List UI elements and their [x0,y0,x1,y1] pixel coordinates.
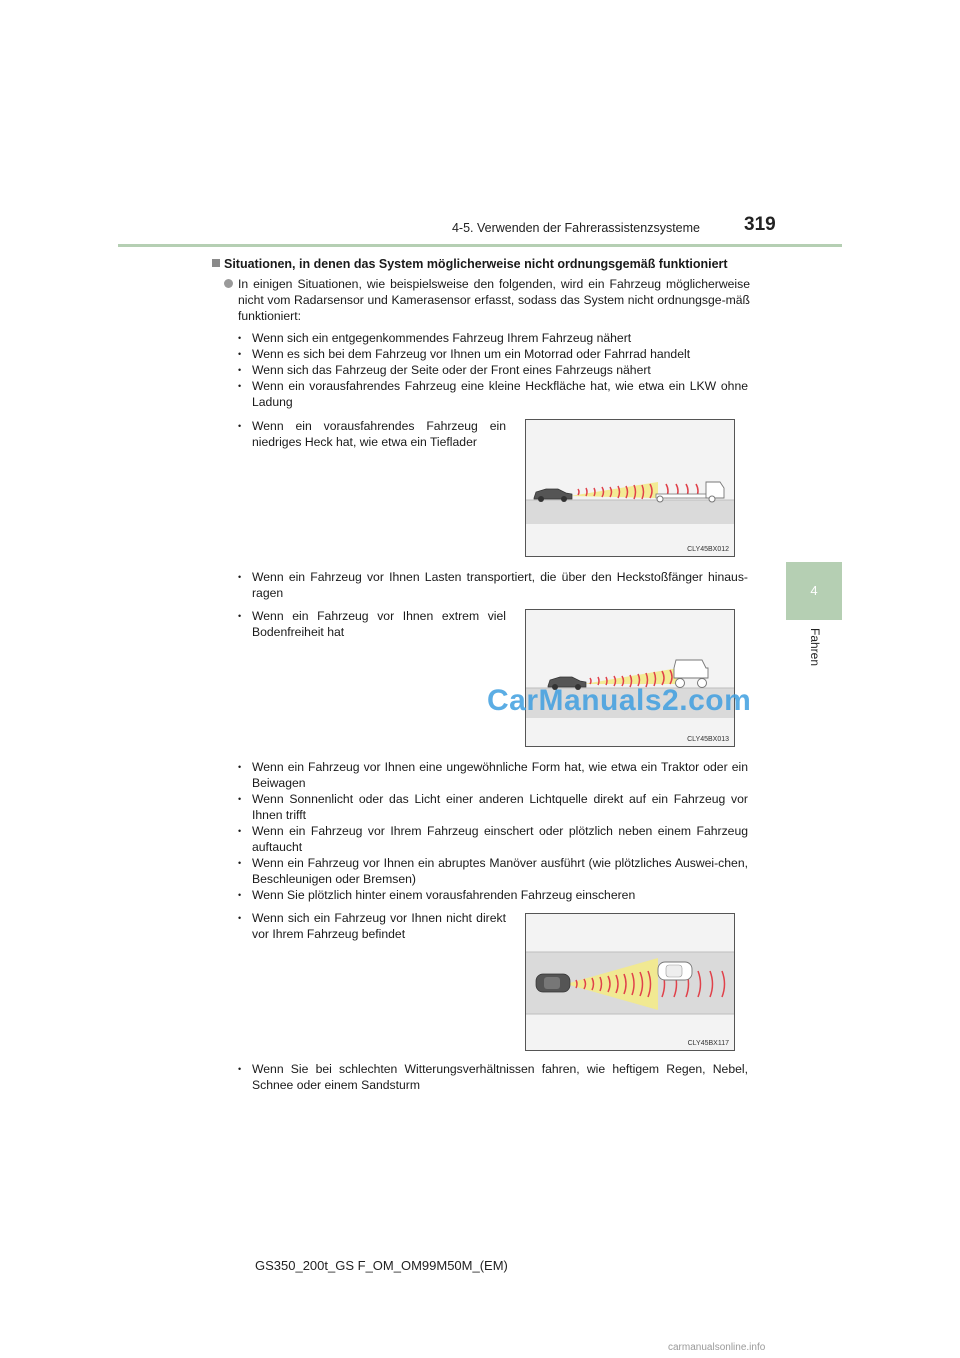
bullet-list-last [238,1061,748,1093]
document-footer: GS350_200t_GS F_OM_OM99M50M_(EM) [255,1258,508,1273]
running-header-section: 4-5. Verwenden der Fahrerassistenzsysteme [451,221,700,235]
list-item: • Wenn sich ein entgegenkommendes Fahrzeug Ihrem Fahrzeug nähert [238,330,748,346]
watermark-primary: CarManuals2.com [487,684,752,717]
list-item: • Wenn ein Fahrzeug vor Ihrem Fahrzeug einschert oder plötzlich neben einem Fahrzeug auftaucht [238,823,748,855]
list-item: • Wenn ein Fahrzeug vor Ihnen extrem viel Bodenfreiheit hat [238,608,506,640]
bullet-list-1 [238,330,748,410]
watermark-secondary: carmanualsonline.info [668,1342,766,1353]
list-item: • Wenn ein Fahrzeug vor Ihnen Lasten transportiert, die über den Heckstoßfänger hinaus-ragen [238,569,748,601]
list-item: • Wenn Sie plötzlich hinter einem vorausfahrenden Fahrzeug einscheren [238,887,748,903]
section-title-text: Situationen, in denen das System möglicherweise nicht ordnungsgemäß funktioniert [224,257,728,271]
intro-text: In einigen Situationen, wie beispielsweise den folgenden, wird ein Fahrzeug möglicherweise nicht vom Radarsensor und Kamerasensor erfasst, sodass das System nicht ordnungsge-mäß funktioniert: [238,277,750,323]
figure-low-loader [525,419,735,557]
section-title [212,257,728,271]
figure-high-clearance-illustration [526,610,734,746]
list-item: • Wenn sich ein Fahrzeug vor Ihnen nicht direkt vor Ihrem Fahrzeug befindet [238,910,506,942]
car-top-view-icon [536,974,570,992]
chapter-tab-label: Fahren [808,628,822,667]
list-item: • Wenn ein Fahrzeug vor Ihnen eine ungewöhnliche Form hat, wie etwa ein Traktor oder ein Beiwagen [238,759,748,791]
list-item: • Wenn Sie bei schlechten Witterungsverhältnissen fahren, wie heftigem Regen, Nebel, Schnee oder einem Sandsturm [238,1061,748,1093]
list-item: • Wenn es sich bei dem Fahrzeug vor Ihnen um ein Motorrad oder Fahrrad handelt [238,346,748,362]
list-item: • Wenn ein vorausfahrendes Fahrzeug eine kleine Heckfläche hat, wie etwa ein LKW ohne Ladung [238,378,748,410]
page-number: 319 [744,214,776,235]
figure2-bullet [238,608,506,640]
chapter-tab: 4 [786,562,842,620]
figure-code: CLY45BX012 [687,546,729,553]
circle-bullet-icon [224,279,233,288]
figure-code: CLY45BX013 [687,736,729,743]
offset-car-top-view-icon [658,962,692,980]
header-rule [118,244,842,247]
list-item: • Wenn ein vorausfahrendes Fahrzeug ein niedriges Heck hat, wie etwa ein Tieflader [238,418,506,450]
intro-paragraph [224,276,750,324]
square-bullet-icon [212,259,220,267]
figure1-bullet [238,418,506,450]
bullet-list-mid [238,569,748,601]
figure-offset-vehicle-illustration [526,914,734,1050]
figure-code: CLY45BX117 [687,1040,729,1047]
bullet-list-2 [238,759,748,903]
figure-offset-vehicle [525,913,735,1051]
list-item: • Wenn sich das Fahrzeug der Seite oder der Front eines Fahrzeugs nähert [238,362,748,378]
figure-high-clearance [525,609,735,747]
list-item: • Wenn Sonnenlicht oder das Licht einer anderen Lichtquelle direkt auf ein Fahrzeug vor Ihnen trifft [238,791,748,823]
figure-low-loader-illustration [526,420,734,556]
figure3-bullet [238,910,506,942]
list-item: • Wenn ein Fahrzeug vor Ihnen ein abruptes Manöver ausführt (wie plötzliches Auswei-chen, Beschleunigen oder Bremsen) [238,855,748,887]
